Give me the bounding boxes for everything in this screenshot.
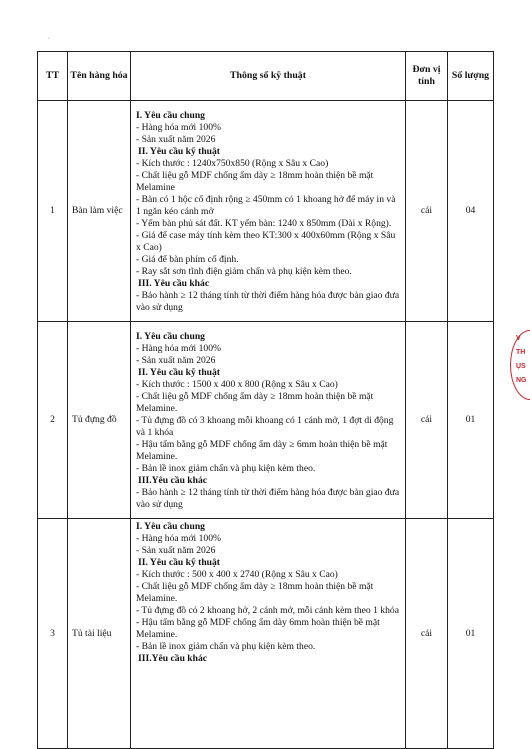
spec-line: - Tủ đựng đồ có 2 khoang hở, 2 cánh mở, mỗi cánh kèm theo 1 khóa bbox=[136, 605, 399, 616]
spec-line: - Sản xuất năm 2026 bbox=[136, 545, 216, 556]
unit-cell: cái bbox=[406, 101, 448, 322]
item-name: Tủ đựng đồ bbox=[68, 322, 131, 519]
spec-line: - Chất liệu gỗ MDF chống ẩm dày ≥ 18mm hoàn thiện bề mặt Melamine bbox=[136, 169, 374, 193]
spec-line: - Hậu tấm bằng gỗ MDF chống ẩm dày 6mm hoàn thiện bề mặt Melamine. bbox=[136, 617, 380, 640]
spec-section-heading: II. Yêu cầu kỹ thuật bbox=[138, 366, 221, 378]
table-header-row bbox=[38, 52, 494, 101]
spec-section-heading: I. Yêu cầu chung bbox=[136, 521, 205, 532]
spec-table bbox=[37, 51, 494, 749]
seal-text: NG bbox=[516, 377, 527, 384]
item-name: Tủ tài liệu bbox=[68, 519, 131, 749]
header-qty: Số lượng bbox=[448, 52, 494, 101]
spec-line: - Bàn có 1 hộc cố định rộng ≥ 450mm có 1 khoang hở để máy in và 1 ngăn kéo cánh mở bbox=[136, 193, 396, 217]
seal-text: TH bbox=[516, 349, 526, 356]
spec-cell bbox=[131, 322, 406, 519]
spec-line: - Kích thước : 500 x 400 x 2740 (Rộng x Sâu x Cao) bbox=[136, 569, 338, 580]
corner-mark: · bbox=[48, 36, 50, 42]
spec-line: - Hàng hóa mới 100% bbox=[136, 342, 222, 354]
spec-line: - Bản lề inox giảm chấn và phụ kiện kèm theo. bbox=[136, 641, 316, 652]
spec-line: - Bản lề inox giảm chấn và phụ kiện kèm theo. bbox=[136, 462, 316, 474]
seal-text: ỤS bbox=[516, 363, 526, 370]
quantity-cell: 01 bbox=[448, 519, 494, 749]
unit-cell: cái bbox=[406, 519, 448, 749]
table-row bbox=[38, 519, 494, 749]
spec-section-heading: III.Yêu cầu khác bbox=[138, 474, 208, 486]
spec-line: - Chất liệu gỗ MDF chống ẩm dày ≥ 18mm hoàn thiện bề mặt Melamine. bbox=[136, 581, 374, 604]
spec-line: - Bảo hành ≥ 12 tháng tính từ thời điểm hàng hóa được bàn giao đưa vào sử dụng bbox=[136, 289, 400, 313]
spec-section-heading: III.Yêu cầu khác bbox=[138, 653, 208, 664]
table-row bbox=[38, 322, 494, 519]
item-name: Bàn làm việc bbox=[68, 101, 131, 322]
spec-line: - Giá để case máy tính kèm theo KT:300 x 400x60mm (Rộng x Sâu x Cao) bbox=[136, 229, 396, 253]
spec-line: - Ray sắt sơn tĩnh điện giảm chấn và phụ kiện kèm theo. bbox=[136, 265, 352, 277]
spec-line: - Kích thước : 1500 x 400 x 800 (Rộng x Sâu x Cao) bbox=[136, 378, 338, 390]
spec-line: - Sản xuất năm 2026 bbox=[136, 354, 216, 366]
red-seal-stamp bbox=[510, 330, 530, 400]
spec-line: - Yếm bàn phủ sát đất. KT yếm bàn: 1240 x 850mm (Dài x Rộng). bbox=[136, 217, 392, 229]
spec-section-heading: I. Yêu cầu chung bbox=[136, 109, 205, 121]
spec-line: - Tủ đựng đồ có 3 khoang mỗi khoang có 1 cánh mở, 1 đợt di động và 1 khóa bbox=[136, 414, 394, 438]
header-name: Tên hàng hóa bbox=[68, 52, 131, 101]
header-unit: Đơn vị tính bbox=[406, 52, 448, 101]
spec-section-heading: II. Yêu cầu kỹ thuật bbox=[138, 145, 221, 157]
row-number: 2 bbox=[38, 322, 68, 519]
spec-line: - Hậu tấm bằng gỗ MDF chống ẩm dày ≥ 6mm hoàn thiện bề mặt Melamine. bbox=[136, 438, 388, 462]
spec-section-heading: II. Yêu cầu kỹ thuật bbox=[138, 557, 221, 568]
spec-line: - Hàng hóa mới 100% bbox=[136, 533, 222, 544]
spec-line: - Hàng hóa mới 100% bbox=[136, 121, 222, 133]
row-number: 3 bbox=[38, 519, 68, 749]
spec-section-heading: I. Yêu cầu chung bbox=[136, 330, 205, 342]
quantity-cell: 04 bbox=[448, 101, 494, 322]
table-row bbox=[38, 101, 494, 322]
seal-text: V bbox=[516, 335, 521, 342]
row-number: 1 bbox=[38, 101, 68, 322]
unit-cell: cái bbox=[406, 322, 448, 519]
spec-section-heading: III. Yêu cầu khác bbox=[138, 277, 210, 289]
spec-line: - Giá để bàn phím cố định. bbox=[136, 253, 239, 265]
spec-cell bbox=[131, 519, 406, 749]
header-spec: Thông số kỹ thuật bbox=[131, 52, 406, 101]
spec-line: - Kích thước : 1240x750x850 (Rộng x Sâu x Cao) bbox=[136, 157, 329, 169]
spec-line: - Sản xuất năm 2026 bbox=[136, 133, 216, 145]
header-tt: TT bbox=[38, 52, 68, 101]
quantity-cell: 01 bbox=[448, 322, 494, 519]
spec-line: - Bảo hành ≥ 12 tháng tính từ thời điểm hàng hóa được bàn giao đưa vào sử dụng bbox=[136, 486, 400, 510]
spec-cell bbox=[131, 101, 406, 322]
spec-line: - Chất liệu gỗ MDF chống ẩm dày ≥ 18mm hoàn thiện bề mặt Melamine. bbox=[136, 390, 374, 414]
